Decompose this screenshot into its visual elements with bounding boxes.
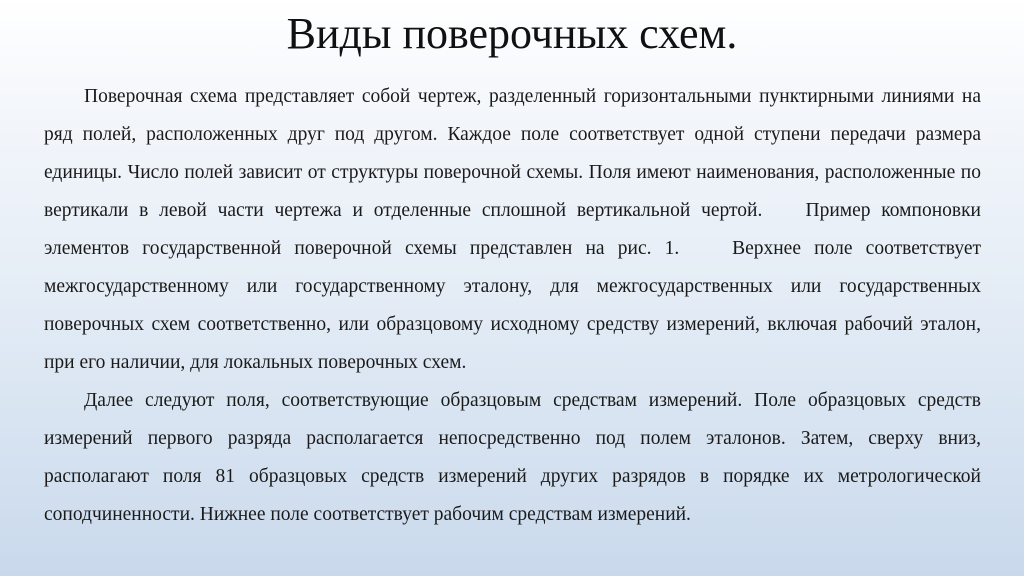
paragraph-1: Поверочная схема представляет собой чертеж, разделенный горизонтальными пунктирными линиями на ряд полей, расположенных друг под другом. Каждое поле соответствует одной ступени передачи размера единицы. Число полей зависит от структуры поверочной схемы. Поля имеют наименования, расположенные по вертикали в левой части чертежа и отделенные сплошной вертикальной чертой. Пример компоновки элементов государственной поверочной схемы представлен на рис. 1. Верхнее поле соответствует межгосударственному или государственному эталону, для межгосударственных или государственных поверочных схем соответственно, или образцовому исходному средству измерений, включая рабочий эталон, при его наличии, для локальных поверочных схем. bbox=[44, 86, 986, 373]
slide-title: Виды поверочных схем. bbox=[286, 9, 738, 58]
paragraph-2: Далее следуют поля, соответствующие образцовым средствам измерений. Поле образцовых средств измерений первого разряда располагается непосредственно под полем эталонов. Затем, сверху вниз, располагают поля 81 образцовых средств измерений других разрядов в порядке их метрологической соподчиненности. Нижнее поле соответствует рабочим средствам измерений. bbox=[44, 390, 981, 525]
slide-body bbox=[44, 78, 986, 534]
